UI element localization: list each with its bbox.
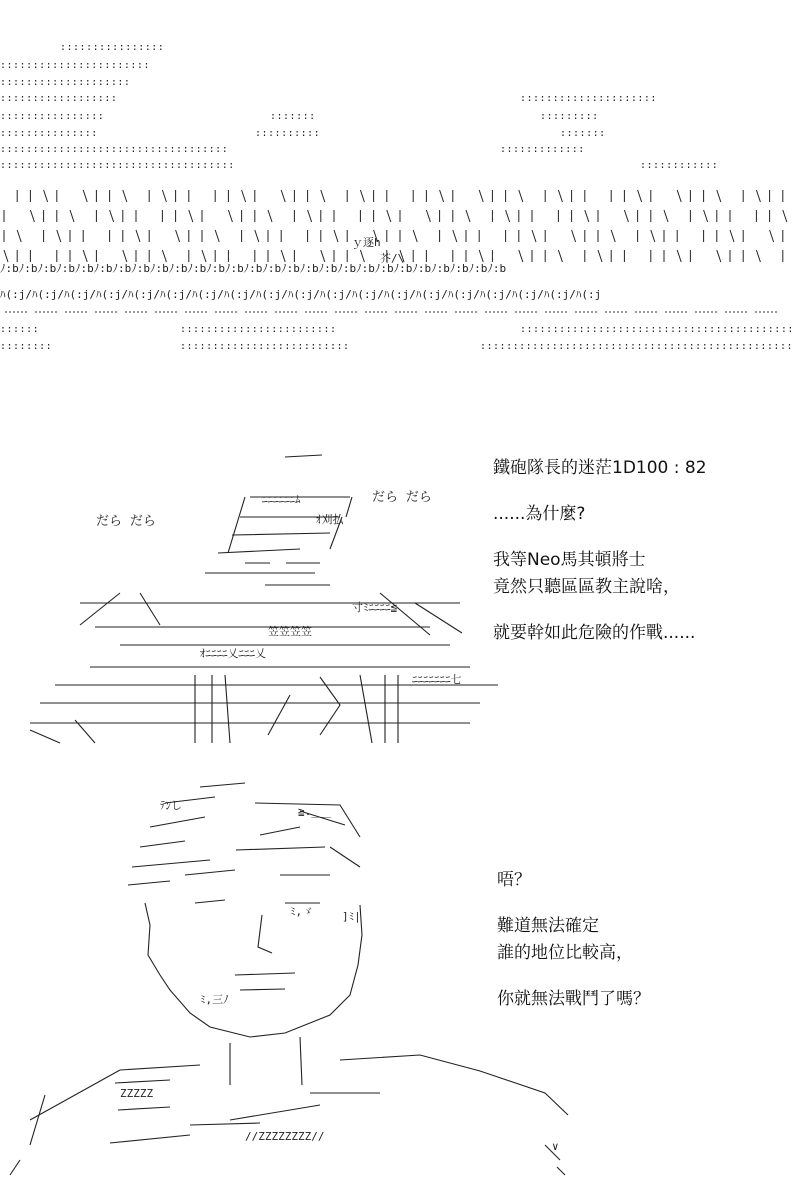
crowd-stroke xyxy=(4,250,8,262)
crowd-stroke xyxy=(783,210,787,222)
crowd-stroke xyxy=(770,230,774,242)
dot-row: :::::::::::: xyxy=(640,160,719,171)
crowd-banner-row: ﾉ:bﾉ:bﾉ:bﾉ:bﾉ:bﾉ:bﾉ:bﾉ:bﾉ:bﾉ:bﾉ:bﾉ:bﾉ:bﾉ:bﾉ:bﾉ:bﾉ:bﾉ:bﾉ:bﾉ:bﾉ:bﾉ:bﾉ:bﾉ:bﾉ:bﾉ:bﾉ:b xyxy=(0,262,507,275)
dot-row: ::::::::::::::::::::::::::::::::::: xyxy=(0,144,229,155)
crowd-stroke xyxy=(30,210,34,222)
face-eye-text: ﾐ,ゞ xyxy=(290,905,314,918)
crowd-stroke xyxy=(413,230,417,242)
knight-belt-text: ﾆﾆﾆﾆﾆﾆﾆ七 xyxy=(412,673,462,686)
crowd-stroke xyxy=(440,190,444,202)
dot-row: :::::::::::::::: xyxy=(60,42,165,53)
crowd-stroke xyxy=(70,210,74,222)
dialogue-line: 你就無法戰鬥了嗎？ xyxy=(497,989,650,1009)
crowd-stroke xyxy=(651,230,655,242)
crowd-stroke xyxy=(321,190,325,202)
dialogue-line: 竟然只聽區區教主說啥， xyxy=(493,577,680,597)
crowd-stroke xyxy=(360,190,364,202)
dot-row: :::::::::::::::::::::::::::::::::::::::::: xyxy=(520,324,794,335)
knight-crest-text: ｵ刈払 xyxy=(316,513,344,526)
crowd-stroke xyxy=(268,210,272,222)
knight-plume-text: 寸ﾐﾆﾆﾆﾆ≦ xyxy=(352,601,398,614)
crowd-stroke xyxy=(519,190,523,202)
crowd-stroke xyxy=(756,190,760,202)
crowd-stroke xyxy=(83,250,87,262)
dialogue-line: 我等Neo馬其頓將士 xyxy=(493,550,646,570)
face-mouth-text: ﾐ,三ﾉ xyxy=(200,993,229,1006)
panel2-dialogue xyxy=(497,867,797,1013)
crowd-stroke xyxy=(123,190,127,202)
dot-row: :::::::::: xyxy=(255,128,321,139)
crowd-stroke xyxy=(558,250,562,262)
crowd-stroke xyxy=(255,230,259,242)
crowd-stroke xyxy=(215,230,219,242)
crowd-stroke xyxy=(453,230,457,242)
crowd-stroke xyxy=(624,210,628,222)
crowd-stroke xyxy=(281,250,285,262)
crowd-stroke xyxy=(717,190,721,202)
dot-row: :::::::::::::::::: xyxy=(0,93,118,104)
crowd-stroke xyxy=(585,210,589,222)
face-tail-text: ∨ xyxy=(552,1140,559,1153)
dot-row: :::::::::::::::: xyxy=(0,111,105,122)
face-figure xyxy=(10,783,568,1175)
crowd-stroke xyxy=(57,230,61,242)
crowd-stroke xyxy=(387,210,391,222)
face-chest-text: //ZZZZZZZZ// xyxy=(245,1130,325,1143)
crowd-stroke xyxy=(572,230,576,242)
crowd-stroke xyxy=(664,210,668,222)
crowd-stroke xyxy=(189,210,193,222)
crowd-stroke xyxy=(466,210,470,222)
face-brow-text: ≧.___ xyxy=(298,805,332,818)
crowd-stroke xyxy=(202,250,206,262)
crowd-stroke xyxy=(242,190,246,202)
crowd-stroke xyxy=(83,190,87,202)
dot-row: :::::::::::::::::::::::::::::::::::: xyxy=(0,160,235,171)
crowd-stroke xyxy=(321,250,325,262)
crowd-stroke xyxy=(136,230,140,242)
crowd-glyph-a: ｙ逐h xyxy=(352,236,381,249)
crowd-stroke xyxy=(281,190,285,202)
crowd-glyph-b: 芥/\ xyxy=(380,252,405,265)
crowd-caps-row: ﾊ(:j/ﾊ(:j/ﾊ(:j/ﾊ(:j/ﾊ(:j/ﾊ(:j/ﾊ(:j/ﾊ(:j/ﾊ(:j/ﾊ(:j/ﾊ(:j/ﾊ(:j/ﾊ(:j/ﾊ(:j/ﾊ(:j/ﾊ(:j/ﾊ(:j/ﾊ(:j/ﾊ(:j xyxy=(0,288,602,301)
knight-band-text: 笠笠笠笠 xyxy=(268,625,312,638)
dot-row: :::::::::::::::::::::::::::::::::::::::::::::::: xyxy=(480,341,793,352)
dot-row: :::::: xyxy=(0,324,40,335)
crowd-stroke xyxy=(730,230,734,242)
crowd-stroke xyxy=(123,250,127,262)
dialogue-line: ......為什麼? xyxy=(493,504,586,524)
crowd-stroke xyxy=(360,250,364,262)
crowd-stroke xyxy=(110,210,114,222)
face-hair-text: ﾃﾝし xyxy=(160,799,182,812)
dot-row: ::::::: xyxy=(560,128,606,139)
crowd-stroke xyxy=(519,250,523,262)
crowd-stroke xyxy=(677,190,681,202)
crowd-stroke xyxy=(426,210,430,222)
dot-row: :::::::::::::::::::: xyxy=(0,77,131,88)
sfx-sweat-left: だら だら xyxy=(96,514,156,529)
crowd-stroke xyxy=(176,230,180,242)
knight-ascii-art xyxy=(0,445,500,745)
crowd-stroke xyxy=(44,190,48,202)
crowd-stroke xyxy=(162,250,166,262)
dot-row: :::::::: xyxy=(0,341,53,352)
crowd-stroke xyxy=(598,250,602,262)
crowd-stroke xyxy=(638,190,642,202)
crowd-stroke xyxy=(717,250,721,262)
crowd-stroke xyxy=(677,250,681,262)
dot-row: ::::::::: xyxy=(540,111,599,122)
dot-row: :::::::::::::::::::::::: xyxy=(180,324,337,335)
dot-row: ::::::: xyxy=(270,111,316,122)
crowd-stroke xyxy=(532,230,536,242)
knight-shoulder-text: ｵﾆﾆﾆﾆ乂ﾆﾆﾆ乂 xyxy=(200,647,266,660)
dot-row: :::::::::::::::::::::::::: xyxy=(180,341,350,352)
crowd-stroke xyxy=(162,190,166,202)
crowd-stroke xyxy=(228,210,232,222)
crowd-stroke xyxy=(558,190,562,202)
dot-row: ::::::::::::: xyxy=(500,144,585,155)
face-mark-text: ]ﾐ| xyxy=(342,910,361,923)
crowd-stroke xyxy=(17,230,21,242)
dot-row: ::::::::::::::::::::: xyxy=(520,93,657,104)
panel1-dialogue xyxy=(493,455,793,647)
dot-row: ::::::::::::::::::::::: xyxy=(0,60,150,71)
crowd-ascii-art xyxy=(0,0,800,360)
crowd-stroke xyxy=(506,210,510,222)
crowd-stroke xyxy=(756,250,760,262)
dialogue-line: 唔？ xyxy=(497,870,531,890)
crowd-stroke xyxy=(704,210,708,222)
dialogue-line: 誰的地位比較高， xyxy=(497,943,633,963)
knight-helmet-text: ﾆﾆﾆﾆﾆﾆﾑ xyxy=(262,493,301,506)
dialogue-line: 就要幹如此危險的作戰...... xyxy=(493,623,696,643)
dialogue-title-line: 鐵砲隊長的迷茫1D100 : 82 xyxy=(493,458,707,478)
crowd-stroke xyxy=(334,230,338,242)
crowd-stroke xyxy=(611,230,615,242)
dialogue-line: 難道無法確定 xyxy=(497,916,599,936)
sfx-sweat-right: だら だら xyxy=(372,490,432,505)
crowd-stroke xyxy=(479,250,483,262)
crowd-dotted-background xyxy=(0,42,794,352)
crowd-stroke xyxy=(479,190,483,202)
dot-row: ::::::::::::::: xyxy=(0,128,98,139)
crowd-stroke xyxy=(308,210,312,222)
face-collar-text: ZZZZZ xyxy=(120,1087,154,1100)
